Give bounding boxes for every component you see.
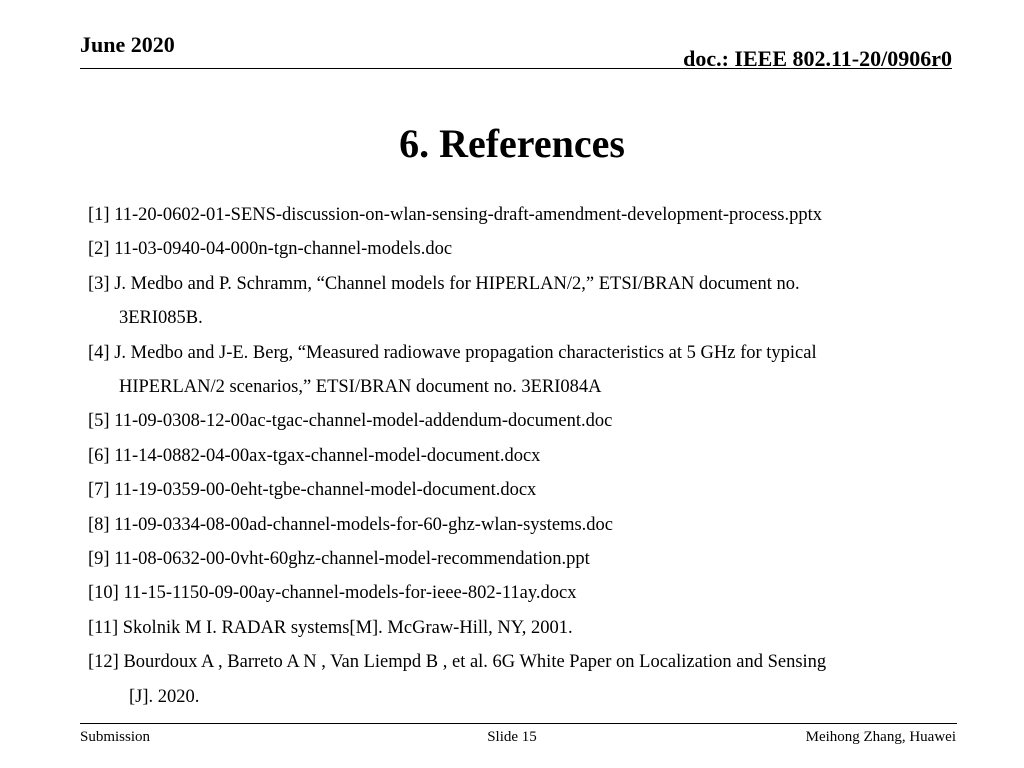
slide-title: 6. References [399, 121, 625, 166]
header-date: June 2020 [80, 32, 175, 57]
footer-slide-number: Slide 15 [487, 729, 537, 745]
reference-item: [5] 11-09-0308-12-00ac-tgac-channel-model-addendum-document.doc [88, 411, 613, 432]
reference-item-continuation: 3ERI085B. [119, 308, 203, 329]
footer-submission: Submission [80, 729, 151, 745]
reference-item: [1] 11-20-0602-01-SENS-discussion-on-wlan-sensing-draft-amendment-development-process.pptx [88, 205, 823, 225]
footer-author: Meihong Zhang, Huawei [805, 729, 956, 745]
reference-item: [10] 11-15-1150-09-00ay-channel-models-for-ieee-802-11ay.docx [88, 583, 577, 604]
reference-item: [6] 11-14-0882-04-00ax-tgax-channel-model-document.docx [88, 445, 541, 466]
reference-item: [8] 11-09-0334-08-00ad-channel-models-for-60-ghz-wlan-systems.doc [88, 514, 614, 535]
reference-item: [4] J. Medbo and J-E. Berg, “Measured radiowave propagation characteristics at 5 GHz for typical [88, 342, 817, 363]
header-divider [80, 68, 952, 69]
header-doc-id: doc.: IEEE 802.11-20/0906r0 [683, 46, 952, 71]
reference-item: [12] Bourdoux A , Barreto A N , Van Liempd B , et al. 6G White Paper on Localization and Sensing [88, 652, 827, 673]
reference-item-continuation: [J]. 2020. [129, 686, 200, 707]
reference-item: [9] 11-08-0632-00-0vht-60ghz-channel-model-recommendation.ppt [88, 549, 590, 570]
reference-item-continuation: HIPERLAN/2 scenarios,” ETSI/BRAN document no. 3ERI084A [119, 377, 602, 398]
reference-item: [2] 11-03-0940-04-000n-tgn-channel-models.doc [88, 239, 453, 260]
reference-list [88, 198, 958, 714]
reference-item: [7] 11-19-0359-00-0eht-tgbe-channel-model-document.docx [88, 480, 537, 501]
reference-item: [3] J. Medbo and P. Schramm, “Channel models for HIPERLAN/2,” ETSI/BRAN document no. [88, 273, 800, 294]
footer-divider [80, 723, 957, 724]
reference-item: [11] Skolnik M I. RADAR systems[M]. McGraw-Hill, NY, 2001. [88, 617, 573, 638]
